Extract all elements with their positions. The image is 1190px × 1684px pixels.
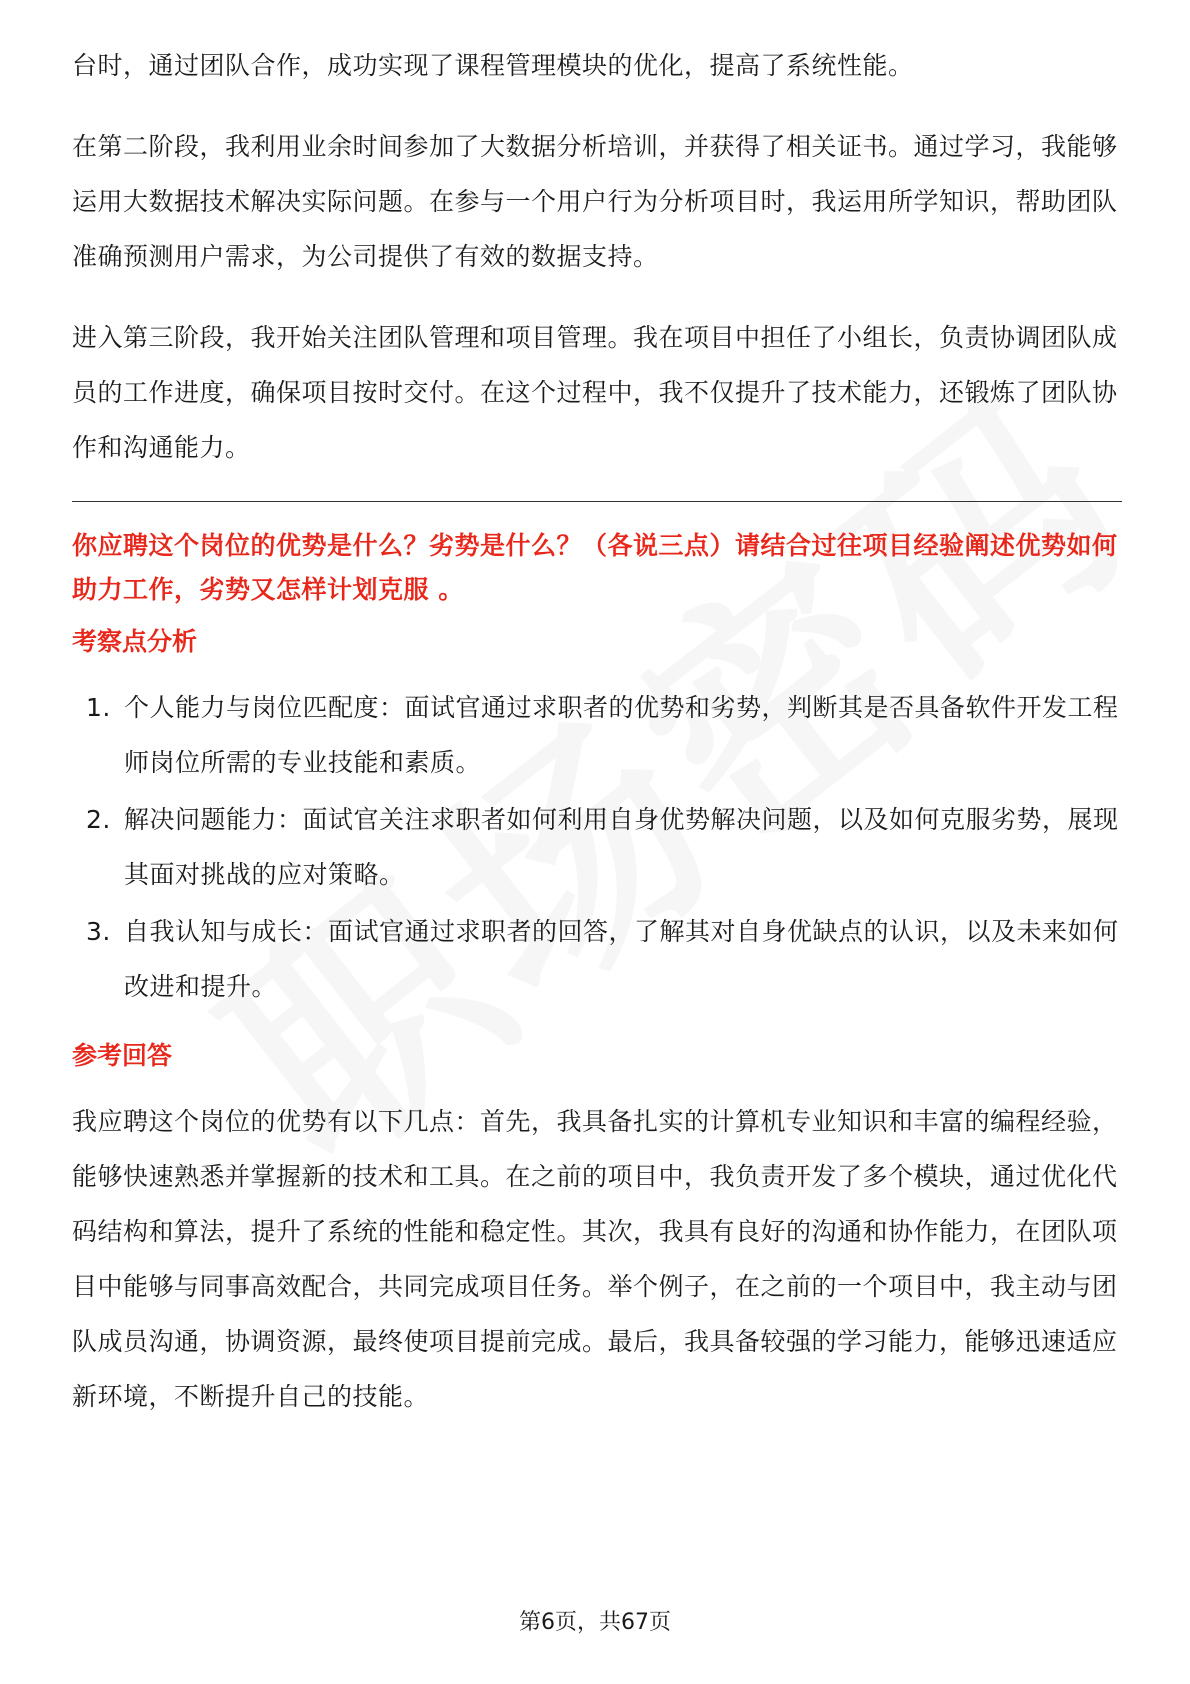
list-number: 1. xyxy=(86,693,111,722)
section-divider xyxy=(72,501,1122,502)
answer-title: 参考回答 xyxy=(72,1041,173,1070)
list-number: 2. xyxy=(86,805,111,834)
answer-paragraph: 我应聘这个岗位的优势有以下几点：首先，我具备扎实的计算机专业知识和丰富的编程经验，能够快速熟悉并掌握新的技术和工具。在之前的项目中，我负责开发了多个模块，通过优化代码结构和算法，提升了系统的性能和稳定性。其次，我具有良好的沟通和协作能力，在团队项目中能够与同事高效配合，共同完成项目任务。举个例子，在之前的一个项目中，我主动与团队成员沟通，协调资源，最终使项目提前完成。最后，我具备较强的学习能力，能够迅速适应新环境，不断提升自己的技能。 xyxy=(72,1107,1118,1411)
intro-paragraph-2: 在第二阶段，我利用业余时间参加了大数据分析培训，并获得了相关证书。通过学习，我能够运用大数据技术解决实际问题。在参与一个用户行为分析项目时，我运用所学知识，帮助团队准确预测用户需求，为公司提供了有效的数据支持。 xyxy=(72,132,1118,271)
list-item-text: 解决问题能力：面试官关注求职者如何利用自身优势解决问题，以及如何克服劣势，展现其面对挑战的应对策略。 xyxy=(124,805,1119,889)
intro-paragraph-1: 台时，通过团队合作，成功实现了课程管理模块的优化，提高了系统性能。 xyxy=(72,51,914,80)
analysis-point-3 xyxy=(72,904,1122,1014)
interview-question: 你应聘这个岗位的优势是什么？劣势是什么？（各说三点）请结合过往项目经验阐述优势如何助力工作，劣势又怎样计划克服 。 xyxy=(72,531,1118,604)
analysis-list xyxy=(72,680,1122,1014)
document-page xyxy=(72,38,1122,1450)
intro-paragraph-3: 进入第三阶段，我开始关注团队管理和项目管理。我在项目中担任了小组长，负责协调团队成员的工作进度，确保项目按时交付。在这个过程中，我不仅提升了技术能力，还锻炼了团队协作和沟通能力。 xyxy=(72,323,1118,462)
list-number: 3. xyxy=(86,917,111,946)
analysis-point-2 xyxy=(72,792,1122,902)
analysis-point-1 xyxy=(72,680,1122,790)
analysis-title: 考察点分析 xyxy=(72,627,198,656)
list-item-text: 自我认知与成长：面试官通过求职者的回答，了解其对自身优缺点的认识，以及未来如何改进和提升。 xyxy=(124,917,1119,1001)
list-item-text: 个人能力与岗位匹配度：面试官通过求职者的优势和劣势，判断其是否具备软件开发工程师岗位所需的专业技能和素质。 xyxy=(124,693,1119,777)
page-footer: 第6页，共67页 xyxy=(519,1610,671,1635)
